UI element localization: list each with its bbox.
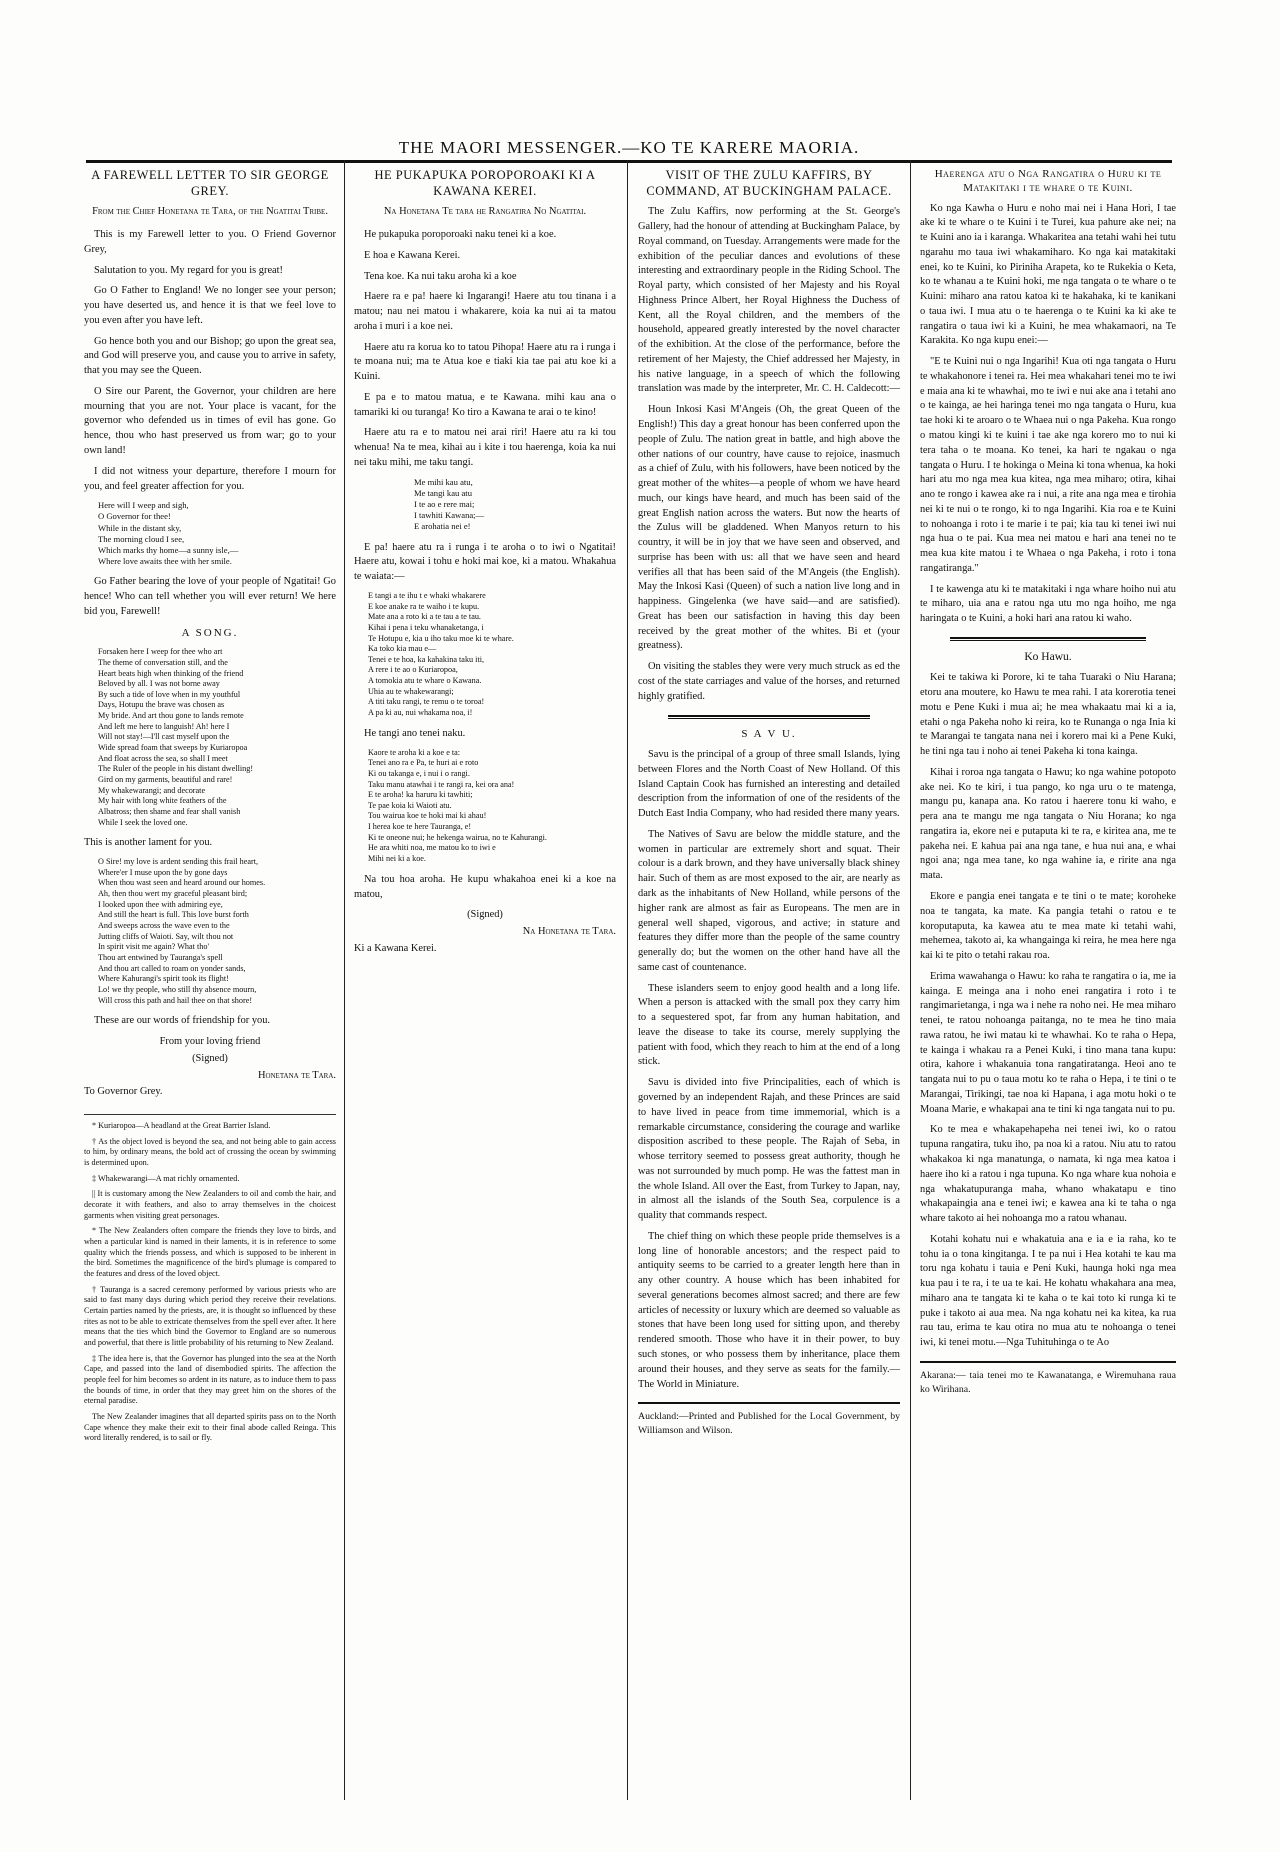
- paragraph: Haere ra e pa! haere ki Ingarangi! Haere atu tou tinana i a matou; nau nei matou i whakarere, koia ka nui ai ta matou aroha i muri i a koe nei.: [354, 291, 616, 332]
- poem: Kaore te aroha ki a koe e ta: Tenei ano ra e Pa, te huri ai e roto Ki ou takanga e, i nui i o rangi. Taku manu atawhai i te rangi ra, kei ora ana! E te aroha! ka haruru ki tawhiti; Te pae koia ki Waioti atu. Tou wairua koe te hoki mai ki ahau! I herea koe te here Tauranga, e! Ki te oneone nui; he hekenga wairua, no te Kahurangi. He ara whiti noa, me matou ko to iwi e Mihi nei ki a koe.: [368, 747, 547, 864]
- column-maori-farewell: [354, 162, 616, 1812]
- poem: Here will I weep and sigh, O Governor for thee! While in the distant sky, The morning cloud I see, Which marks thy home—a sunny isle,— Where love awaits thee with her smile.: [98, 500, 239, 567]
- paragraph: "E te Kuini nui o nga Ingarihi! Kua oti nga tangata o Huru te whakahonore i tenei ra. Hei mea whakahari tenei mo te iwi e maia ana ki te whawhai, mo te iwi e nui ake ana i tetahi ano o te kainga, ae hei haringa tenei mo nga tangata o Huru, kua tae hoki ki te aroaro o te Whaea nui o nga Pakeha. Kua rongo o matou kingi ki te kuini i tae ake nga korero mo to nui ki tera taha o te moana. Ko tenei, ka hari te ngakau o nga tangata o Huru. I te hokinga o Meina ki tona whenua, ka hoki hari atu mo nga mea kua kitea, nga mea miharo; otira, kihai ano te rongo i kawea ake ra i nui, a rite ana nga mea e tirohia nei ki te nui o te rongo, ki to nga Ingarihi. Kia roa e te Kuini to nohoanga i roto i te marie i te pai; kia tau ki tenei iwi nui nga hua o te pai. Kua mea nei matou e hari ana tenei no te mea kua kite matou i te Whaea o nga Pakeha, i roto i tona rangatiranga.": [920, 356, 1176, 574]
- paragraph: This is my Farewell letter to you. O Friend Governor Grey,: [84, 229, 336, 255]
- footnotes: [84, 1114, 336, 1444]
- paragraph: Ekore e pangia enei tangata e te tini o te mate; koroheke noa te tangata, ka mate. Ka pangia tetahi o ratou e te koroputaputa, ka kawea atu te mea mate ki tetahi wahi, mehemea, takoto ai, ka whangainga ki reira, he mea here nga kai ki te pito o tetahi rakau roa.: [920, 890, 1176, 962]
- paragraph: Go O Father to England! We no longer see your person; you have deserted us, and hence it is that we feel love to you even after you have left.: [84, 285, 336, 326]
- signature-line: From your loving friend: [159, 1036, 261, 1048]
- article-title: VISIT OF THE ZULU KAFFIRS, BY COMMAND, AT BUCKINGHAM PALACE.: [646, 168, 892, 198]
- paragraph: This is another lament for you.: [84, 837, 213, 849]
- paragraph: Salutation to you. My regard for you is great!: [94, 264, 284, 276]
- paragraph: Houn Inkosi Kasi M'Angeis (Oh, the great Queen of the English!) This day a great honour has been conferred upon the people of Zulu. The nation great in battle, and high above the other nations of our country, have cause to rejoice, inasmuch as a chief of Zulu, with his followers, have been noticed by the great mother of the whites—a people of whom we have heard much, our kings have heard, and much has been said of the great English nation across the waters. But now the hearts of the Zulus will be gladdened. When Manyos return to his country, it will be in joy that we have seen and observed, and surprise has been with us: all that we have seen and heard verifies all that has been said of the M'Angeis (the English). May the Inkosi Kasi (Queen) of such a nation live long and in happiness. Gingelenka (we have said—and are satisfied). Great has been our satisfaction in having this day been received by the great mother of the whites. Bi et (your greatness).: [638, 404, 900, 652]
- paragraph: Haere atu ra korua ko to tatou Pihopa! Haere atu ra i runga i te moana nui; ma te Atua koe e tiaki kia tae pai atu koe ki a Kuini.: [354, 341, 616, 383]
- column-rule: [344, 160, 345, 1800]
- poem: E tangi a te ihu t e whaki whakarere E koe anake ra te waiho i te kupu. Mate ana a roto ki a te tau a te tau. Kihai i pena i teku whanaketanga, i Te Hotupu e, kia u iho taku moe ki te whare. Ka toko kia mau e— Tenei e te hoa, ka kahakina taku iti, A rere i te ao o Kuriaropoa, A tomokia atu te whare o Kawana. Uhia au te whakewarangi; A titi taku rangi, te remu o te toroa! A pa ki au, nui whakama noa, i!: [368, 590, 514, 718]
- footnote: † As the object loved is beyond the sea, and not being able to gain access to him, by ordinary means, the bold act of crossing the ocean by swimming is determined upon.: [84, 1136, 336, 1168]
- imprint: Akarana:— taia tenei mo te Kawanatanga, e Wiremuhana raua ko Wirihana.: [920, 1361, 1176, 1397]
- column-zulu-savu: [638, 162, 900, 1812]
- footnote: ‡ The idea here is, that the Governor has plunged into the sea at the North Cape, and passed into the land of disembodied spirits. The affection the people feel for him becomes so ardent in its nature, as to induce them to pass the bounds of time, in order that they may greet him on the shores of the eternal paradise.: [84, 1353, 336, 1406]
- paragraph: Na tou hoa aroha. He kupu whakahoa enei ki a koe na matou,: [354, 873, 616, 900]
- paragraph: O Sire our Parent, the Governor, your children are here mourning that you are not. Your place is vacant, for the governor who defended us in times of evil has gone. Go hence, thou who hast preserved us from war; go to your own land!: [84, 385, 336, 456]
- paragraph: The Natives of Savu are below the middle stature, and the women in particular are extremely short and squat. Their colour is a dark brown, and they have universally black shiney hair. Such of them as are most exposed to the air, are nearly as dark as the inhabitants of New Holland, while persons of the higher rank are almost as fair as Europeans. The men are in general well shaped, vigorous, and active; in stature and features they differ more than the people of the same country generally do; but the women on the other hand have all the same cast of countenance.: [638, 828, 900, 973]
- song-title: A SONG.: [181, 626, 239, 639]
- article-title: Haerenga atu o Nga Rangatira o Huru ki te Matakitaki i te whare o te Kuini.: [934, 168, 1162, 194]
- column-english-farewell: [84, 162, 336, 1812]
- column-rule: [627, 160, 628, 1800]
- footnote: The New Zealander imagines that all departed spirits pass on to the North Cape whence they make their exit to their final abode called Reinga. This word literally rendered, is to sail or fly.: [84, 1411, 336, 1443]
- paragraph: I te kawenga atu ki te matakitaki i nga whare hoiho nui atu te miharo, uia ana e ratou nga utu mo nga hoiho, me nga haringata o te Kuini, a hoki hari ana ratou ki waho.: [920, 583, 1176, 625]
- section-divider: [668, 715, 870, 719]
- addressee: To Governor Grey.: [84, 1086, 163, 1098]
- paragraph: Savu is the principal of a group of three small Islands, lying between Flores and the North Coast of New Holland. Of this Island Captain Cook has furnished an interesting and detailed description from the information of one of the residents of the Dutch East India Company, who had resided there many years.: [638, 749, 900, 820]
- paragraph: Go hence both you and our Bishop; go upon the great sea, and God will preserve you, and cause you to arrive in safety, that you may see the Queen.: [84, 335, 336, 377]
- paragraph: The Zulu Kaffirs, now performing at the St. George's Gallery, had the honour of attending at Buckingham Palace, by Royal command, on Tuesday. Arrangements were made for the exhibition of the peculiar dances and evolutions of these interesting and extraordinary people in the Riding School. The Royal party, which consisted of her Majesty and his Royal Highness Prince Albert, her Royal Highness the Duchess of Kent, all the Royal children, and the members of the household, appeared greatly interested by the novel character of the exhibition. At the close of the performance, before the retirement of her Majesty, the Chief addressed her Majesty, in his native language, in a speech of which the following translation was made by the interpreter, Mr. C. H. Caldecott:—: [638, 206, 900, 395]
- paragraph: Savu is divided into five Principalities, each of which is governed by an independent Rajah, and these Princes are said to have lived in peace from time immemorial, which is a remarkable circumstance, considering the courage and warlike disposition ascribed to these people. The Rajah of Seba, in whose territory seemed to possess great authority, though he was not surrounded by much pomp. He was the fattest man in the whole Island. All over the East, from Turkey to Japan, nay, in almost all the islands of the South Sea, corpulence is a quality that commands respect.: [638, 1077, 900, 1222]
- paragraph: Erima wawahanga o Hawu: ko raha te rangatira o ia, me ia kainga. E meinga ana i noho enei rangatira i roto i te rangimarietanga, i nga wa i nehe ra noho nei. He mea miharo tenei, te ratou nohoanga paitanga, no te mea he tino maia rawa ratou, he iwi matau ki te whawhai. Ko te raha o Hepa, te kainga i whakau ra a Penei Kuki, i tino mana tana kupu: otira, kahore i whakanuia tona rangatiratanga. Heoi ano te tangata nui to pu o taua motu ko te raha o Hepa, i te tini o te Marangai, Tirikingi, tae noa ki Hapana, i aga motu hoki o te Moana Marie, e whakapai ana te tini ki nga tangata nui to pu.: [920, 970, 1176, 1115]
- signature-name: Honetana te Tara.: [257, 1069, 336, 1081]
- paragraph: E hoa e Kawana Kerei.: [364, 249, 461, 261]
- paragraph: Haere atu ra e to matou nei arai riri! Haere atu ra ki tou whenua! Na te mea, kihai au i kite i tou haerenga, koia ka nui nei taku mihi, me taku tangi.: [354, 427, 616, 468]
- poem: Me mihi kau atu, Me tangi kau atu I te ao e rere mai; I tawhiti Kawana;— E arohatia nei e!: [414, 476, 485, 532]
- paragraph: Tena koe. Ka nui taku aroha ki a koe: [364, 270, 517, 282]
- paragraph: On visiting the stables they were very much struck as ed the cost of the state carriages and value of the horses, and returned highly gratified.: [638, 661, 900, 702]
- footnote: ‡ Whakewarangi—A mat richly ornamented.: [92, 1173, 240, 1183]
- article-title: HE PUKAPUKA POROPOROAKI KI A KAWANA KEREI.: [374, 168, 596, 198]
- paragraph: The chief thing on which these people pride themselves is a long line of honorable ancestors; and the respect paid to antiquity seems to be carried to a greater length here than in any other country. A house which has been inhabited for several generations becomes almost sacred; and there are few articles of necessity or luxury which are deemed so valuable as stones that have been long used for sitting upon, and thereby rendered smooth. Those who have it in their power, to buy such stones, or who possess them by inheritance, place them around their houses, and they serve as seats for the family.—The World in Miniature.: [638, 1230, 900, 1390]
- paragraph: Ko te mea e whakapehapeha nei tenei iwi, ko o ratou tupuna rangatira, tuku iho, pa noa ki a ratou. Niu atu to ratou whakakoa ki nga manatunga, o namata, ki nga mea katoa i haere iho ki a ratou i nga tupuna. Ko nga whare kua nohoia e nga whakatupuranga maha, whano whakatapu e tino whakapaingia ana e tenei iwi; e kawea ana ki te taha o nga whare takoto ai hei nohoanga mo a ratou whanau.: [920, 1124, 1176, 1225]
- paragraph: These are our words of friendship for you.: [94, 1015, 271, 1027]
- paragraph: E pa e to matou matua, e te Kawana. mihi kau ana o tamariki ki ou turanga! Ko tiro a Kawana te arai o te kino!: [354, 391, 616, 418]
- paragraph: I did not witness your departure, therefore I mourn for you, and feel greater affection for you.: [84, 465, 336, 492]
- byline: Na Honetana Te tara he Rangatira No Ngatitai.: [383, 206, 587, 218]
- article-title: Ko Hawu.: [1024, 650, 1072, 663]
- footnote: || It is customary among the New Zealanders to oil and comb the hair, and decorate it with feathers, and also to array themselves in the choicest garments when visiting great personages.: [84, 1189, 336, 1220]
- paragraph: Ko nga Kawha o Huru e noho mai nei i Hana Hori, I tae ake ki te whare o te Kuini i te Turei, kua pahure ake nei; na te Kuini ano ia i karanga. Whakaritea ana tetahi wahi hei tutu ngarahu mo taua iwi whakamiharo. Ko nga kai matakitaki enei, ko te Kuini, ko Piriniha Arapeta, ko te Rukekia o Keta, ko te whanau a te Kuini hoki, me nga tangata o te whare o te Kuini: miharo ana ratou katoa ki te hakahaka, ki te kanikani o taua iwi. I mua atu o te haerenga o te Kuini ka ki ake te rangatira o taua iwi ki a Kuini, he mea whakamaori, na Te Karakita. Ko nga kupu enei:—: [920, 202, 1176, 347]
- paragraph: He tangi ano tenei naku.: [364, 727, 466, 739]
- addressee: Ki a Kawana Kerei.: [354, 942, 437, 954]
- poem: Forsaken here I weep for thee who art The theme of conversation still, and the Heart beats high when thinking of the friend Beloved by all. I was not borne away By such a tide of love when in my youthful Days, Hotupu the brave was chosen as My bride. And art thou gone to lands remote And left me here to languish! Ah! here I Will not stay!—I'll cast myself upon the Wide spread foam that sweeps by Kuriaropoa And float across the sea, so shall I meet The Ruler of the people in his distant dwelling! Gird on my garments, beautiful and rare! My whakewarangi; and decorate My hair with long white feathers of the Albatross; then shame and fear shall vanish While I seek the loved one.: [98, 647, 254, 827]
- paragraph: E pa! haere atu ra i runga i te aroha o to iwi o Ngatitai! Haere atu, kowai i tohu e hoki mai koe, ki a matou. Whakahua te waiata:—: [354, 541, 616, 583]
- imprint: Auckland:—Printed and Published for the Local Government, by Williamson and Wilson.: [638, 1402, 900, 1438]
- footnote: † Tauranga is a sacred ceremony performed by various priests who are said to fast many days during which period they receive their revelations. Certain parties named by the priests, are, it is thought so influenced by these rites as not to be able to extricate themselves from the spell ever after. It here means that the ties which bind the Governor to England are so numerous and powerful, that there is little probability of his returning to New Zealand.: [84, 1284, 336, 1347]
- article-title: S A V U.: [741, 727, 797, 740]
- signature-line: (Signed): [192, 1052, 228, 1064]
- signature-line: (Signed): [467, 909, 503, 921]
- paragraph: Kihai i roroa nga tangata o Hawu; ko nga wahine potopoto ake nei. Ko te kiri, i tua pango, ko nga uru o te matenga, mangu pu, kanapa ana. Ko ratou i haerere tonu ki waho, e pera ana te mangu me nga tangata o Niu Horana; ko nga rangatira ia, ekore nei e putaputa ki te ra, e kiritea ana, me te pakeha nei. E kahua pai ana nga tane, e hua nui ana, e whai ngoi ana; nga mea tane, ko nga wahine ia, e ririte ana nga mata.: [920, 766, 1176, 882]
- paragraph: Kotahi kohatu nui e whakatuia ana e ia e ia raha, ko te tohu ia o tona kingitanga. I te pa nui i Hea kotahi te kau ma toru nga kohatu i tauia e Peni Kuki, haunga hoki nga mea kua pau i te ra, i te ua te kai. He kohatu whakahara ana mea, miharo ana te tangata ki te kaha o te kai toto ki runga ki te puke i takoto ai aua mea. Na nga kohatu nei ka kitea, ka rua rau tau, erima te kau otira no mua atu te nohoanga o tenei iwi, ki tenei motu.—Nga Tuhituhinga o te Ao: [920, 1233, 1176, 1349]
- footnote: * Kuriaropoa—A headland at the Great Barrier Island.: [92, 1121, 271, 1131]
- paragraph: These islanders seem to enjoy good health and a long life. When a person is attacked with the small pox they carry him to a sequestered spot, far from any human habitation, and leave the disease to take its course, merely supplying the patient with food, which they reach to him at the end of a long stick.: [638, 982, 900, 1068]
- column-rule: [910, 160, 911, 1800]
- poem: O Sire! my love is ardent sending this frail heart, Where'er I muse upon the by gone days When thou wast seen and heard around our homes. Ah, then thou wert my graceful pleasant bird; I looked upon thee with admiring eye, And still the heart is full. This love burst forth And sweeps across the wave even to the Jutting cliffs of Waioti. Say, wilt thou not In spirit visit me again? What tho' Thou art entwined by Tauranga's spell And thou art called to roam on yonder sands, Where Kahurangi's spirit took its flight! Lo! we thy people, who still thy absence mourn, Will cross this path and hail thee on that shore!: [98, 857, 266, 1005]
- masthead: THE MAORI MESSENGER.—KO TE KARERE MAORIA.: [86, 138, 1172, 163]
- paragraph: He pukapuka poroporoaki naku tenei ki a koe.: [364, 229, 557, 241]
- byline: From the Chief Honetana te Tara, of the Ngatitai Tribe.: [92, 206, 328, 218]
- paragraph: Go Father bearing the love of your people of Ngatitai! Go hence! Who can tell whether you will ever return! We here bid you, Farewell!: [84, 576, 336, 617]
- signature-name: Na Honetana te Tara.: [522, 926, 616, 938]
- article-title: A FAREWELL LETTER TO SIR GEORGE GREY.: [91, 168, 329, 198]
- column-maori-zulu-hawu: [920, 162, 1176, 1812]
- section-divider: [950, 637, 1146, 641]
- footnote: * The New Zealanders often compare the friends they love to birds, and when a particular kind is named in their laments, it is in reference to some quality which the friends possess, and which is supposed to be inherent in the bird. Sometimes the magnificence of the bird's plumage is compared to the features and dress of the loved object.: [84, 1226, 336, 1279]
- paragraph: Kei te takiwa ki Porore, ki te taha Tuaraki o Niu Harana; etoru ana moutere, ko Hawu te mea rahi. I ata korerotia tenei motu e Pene Kuki i mua ai; he mea whakaatu mai ki a ia, etahi o nga Pakeha noho ki reira, ko te Runanga o nga Inia ki te Marangai te tangata nana nei i korero mai ki a Pene Kuki, he tini nga tau i noho ai tenei Pakeha ki tona kainga.: [920, 672, 1176, 758]
